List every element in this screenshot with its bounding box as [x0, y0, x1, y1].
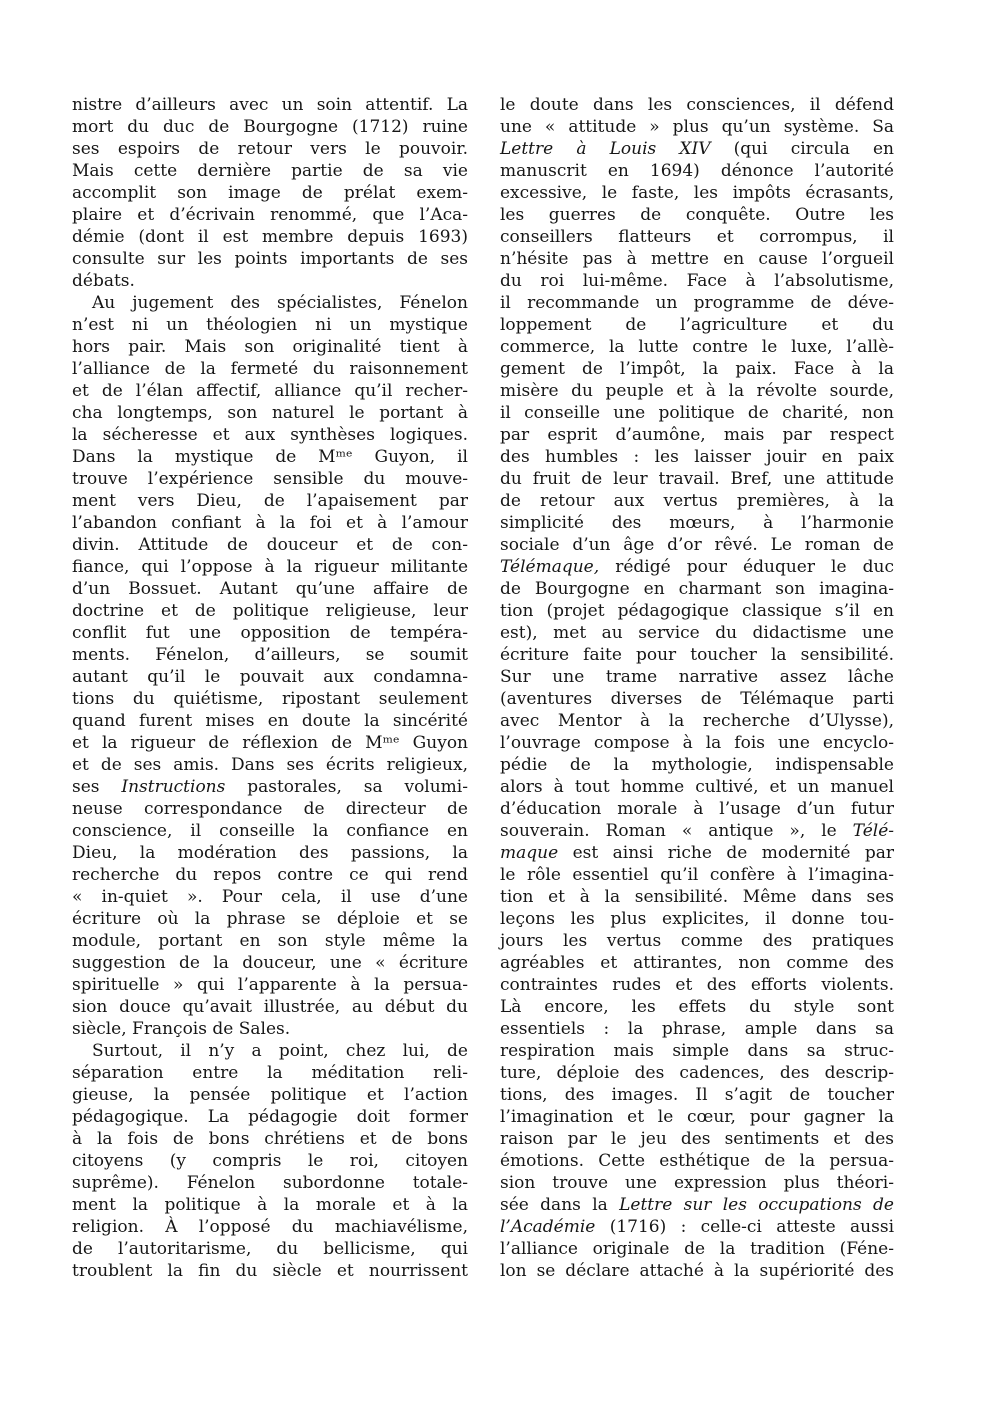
text-run: Dans la mystique de Mᵐᵉ Guyon, il — [72, 447, 468, 467]
text-line — [72, 1260, 468, 1282]
text-line — [72, 380, 468, 402]
text-line — [500, 402, 894, 424]
text-run: conflit fut une opposition de tempéra- — [72, 623, 468, 643]
text-run: ses espoirs de retour vers le pouvoir. — [72, 139, 468, 159]
text-run: « in-quiet ». Pour cela, il use d’une — [72, 887, 468, 907]
text-line — [72, 116, 468, 138]
text-run: l’alliance de la fermeté du raisonnement — [72, 359, 468, 379]
text-line — [72, 226, 468, 248]
text-line — [72, 930, 468, 952]
text-line — [500, 1018, 894, 1040]
text-run: misère du peuple et à la révolte sourde, — [500, 381, 894, 401]
text-line — [72, 358, 468, 380]
italic-title: maque — [500, 843, 559, 863]
text-run: tion et à la sensibilité. Même dans ses — [500, 887, 894, 907]
text-line — [72, 468, 468, 490]
text-run: l’abandon confiant à la foi et à l’amour — [72, 513, 468, 533]
text-run: est ainsi riche de modernité par — [558, 843, 894, 863]
text-line — [72, 424, 468, 446]
text-line — [500, 798, 894, 820]
text-line — [500, 292, 894, 314]
text-run: l’imagination et le cœur, pour gagner la — [500, 1107, 894, 1127]
text-run: pastorales, sa volumi- — [225, 777, 468, 797]
text-line — [500, 886, 894, 908]
text-run: l’alliance originale de la tradition (Féne- — [500, 1239, 894, 1259]
text-line — [72, 974, 468, 996]
text-run: manuscrit en 1694) dénonce l’autorité — [500, 161, 894, 181]
text-line — [72, 1216, 468, 1238]
text-line — [72, 820, 468, 842]
text-run: gieuse, la pensée politique et l’action — [72, 1085, 468, 1105]
text-line — [500, 1150, 894, 1172]
text-line — [500, 358, 894, 380]
text-line — [500, 820, 894, 842]
text-line — [500, 622, 894, 644]
text-line — [72, 1040, 468, 1062]
text-run: alors à tout homme cultivé, et un manuel — [500, 777, 894, 797]
text-run: rédigé pour éduquer le duc — [599, 557, 894, 577]
left-column — [72, 94, 468, 1282]
text-line — [500, 710, 894, 732]
text-run: ses — [72, 777, 122, 797]
text-line — [500, 930, 894, 952]
text-run: essentiels : la phrase, ample dans sa — [500, 1019, 894, 1039]
text-run: fiance, qui l’oppose à la rigueur militante — [72, 557, 468, 577]
text-run: et de ses amis. Dans ses écrits religieux, — [72, 755, 468, 775]
text-line — [72, 754, 468, 776]
text-run: nistre d’ailleurs avec un soin attentif. La — [72, 95, 468, 115]
text-line — [72, 842, 468, 864]
text-run: citoyens (y compris le roi, citoyen — [72, 1151, 468, 1171]
text-run: Dieu, la modération des passions, la — [72, 843, 468, 863]
right-column — [500, 94, 894, 1282]
text-line — [500, 1062, 894, 1084]
text-line — [72, 1172, 468, 1194]
text-run: débats. — [72, 271, 135, 291]
text-line — [500, 776, 894, 798]
text-line — [72, 864, 468, 886]
text-line — [72, 182, 468, 204]
text-run: gement de l’impôt, la paix. Face à la — [500, 359, 894, 379]
italic-title: Instructions — [121, 777, 226, 797]
text-line — [500, 226, 894, 248]
text-run: tion (projet pédagogique classique s’il en — [500, 601, 894, 621]
text-line — [72, 336, 468, 358]
text-line — [72, 292, 468, 314]
text-line — [72, 952, 468, 974]
text-line — [72, 710, 468, 732]
text-line — [500, 974, 894, 996]
text-run: pédagogique. La pédagogie doit former — [72, 1107, 468, 1127]
text-line — [500, 1084, 894, 1106]
text-run: (aventures diverses de Télémaque parti — [500, 689, 894, 709]
text-run: le rôle essentiel qu’il confère à l’imagina- — [500, 865, 894, 885]
text-line — [72, 908, 468, 930]
text-run: mort du duc de Bourgogne (1712) ruine — [72, 117, 468, 137]
text-line — [72, 402, 468, 424]
text-run: doctrine et de politique religieuse, leur — [72, 601, 468, 621]
text-line — [72, 1084, 468, 1106]
text-run: à la fois de bons chrétiens et de bons — [72, 1129, 468, 1149]
text-run: ture, déploie des cadences, des descrip- — [500, 1063, 894, 1083]
text-line — [500, 336, 894, 358]
text-run: loppement de l’agriculture et du — [500, 315, 894, 335]
text-run: n’est ni un théologien ni un mystique — [72, 315, 468, 335]
text-run: tions du quiétisme, ripostant seulement — [72, 689, 468, 709]
text-line — [72, 578, 468, 600]
text-line — [72, 446, 468, 468]
text-run: du roi lui-même. Face à l’absolutisme, — [500, 271, 894, 291]
text-line — [72, 666, 468, 688]
text-run: séparation entre la méditation reli- — [72, 1063, 468, 1083]
text-run: il conseille une politique de charité, non — [500, 403, 894, 423]
text-run: l’ouvrage compose à la fois une encyclo- — [500, 733, 894, 753]
text-line — [72, 556, 468, 578]
text-line — [500, 270, 894, 292]
text-line — [500, 116, 894, 138]
text-run: spirituelle » qui l’apparente à la persua- — [72, 975, 468, 995]
text-run: recherche du repos contre ce qui rend — [72, 865, 468, 885]
text-line — [72, 534, 468, 556]
text-line — [500, 490, 894, 512]
text-line — [500, 1216, 894, 1238]
text-line — [500, 666, 894, 688]
text-run: la sécheresse et aux synthèses logiques. — [72, 425, 468, 445]
text-run: religion. À l’opposé du machiavélisme, — [72, 1217, 468, 1237]
text-line — [500, 600, 894, 622]
text-run: avec Mentor à la recherche d’Ulysse), — [500, 711, 894, 731]
text-run: du fruit de leur travail. Bref, une attitude — [500, 469, 894, 489]
text-line — [72, 798, 468, 820]
text-run: Sur une trame narrative assez lâche — [500, 667, 894, 687]
text-line — [500, 1106, 894, 1128]
text-run: ments. Fénelon, d’ailleurs, se soumit — [72, 645, 468, 665]
text-line — [72, 248, 468, 270]
text-line — [500, 578, 894, 600]
text-line — [500, 446, 894, 468]
text-line — [500, 732, 894, 754]
text-run: siècle, François de Sales. — [72, 1019, 291, 1039]
text-run: une « attitude » plus qu’un système. Sa — [500, 117, 894, 137]
text-line — [500, 314, 894, 336]
text-line — [72, 732, 468, 754]
text-line — [72, 138, 468, 160]
text-line — [500, 1238, 894, 1260]
text-line — [72, 270, 468, 292]
text-run: sion douce qu’avait illustrée, au début du — [72, 997, 468, 1017]
text-run: (qui circula en — [710, 139, 894, 159]
text-line — [500, 842, 894, 864]
text-line — [72, 94, 468, 116]
text-line — [72, 600, 468, 622]
text-run: les guerres de conquête. Outre les — [500, 205, 894, 225]
text-run: écriture où la phrase se déploie et se — [72, 909, 468, 929]
text-run: consulte sur les points importants de ses — [72, 249, 468, 269]
text-line — [500, 512, 894, 534]
text-line — [72, 160, 468, 182]
text-run: pédie de la mythologie, indispensable — [500, 755, 894, 775]
text-line — [72, 1238, 468, 1260]
text-line — [500, 1040, 894, 1062]
text-line — [500, 182, 894, 204]
text-line — [500, 754, 894, 776]
text-run: cha longtemps, son naturel le portant à — [72, 403, 468, 423]
italic-title: Lettre à Louis XIV — [500, 139, 711, 159]
text-line — [72, 644, 468, 666]
text-run: et de l’élan affectif, alliance qu’il recher- — [72, 381, 468, 401]
text-line — [500, 1194, 894, 1216]
text-run: simplicité des mœurs, à l’harmonie — [500, 513, 894, 533]
text-run: suprême). Fénelon subordonne totale- — [72, 1173, 468, 1193]
text-line — [72, 490, 468, 512]
text-line — [500, 908, 894, 930]
text-run: neuse correspondance de directeur de — [72, 799, 468, 819]
text-run: respiration mais simple dans sa struc- — [500, 1041, 894, 1061]
text-run: accomplit son image de prélat exem- — [72, 183, 468, 203]
italic-title: Télé- — [852, 821, 894, 841]
text-run: Mais cette dernière partie de sa vie — [72, 161, 468, 181]
text-line — [72, 1128, 468, 1150]
text-run: de l’autoritarisme, du bellicisme, qui — [72, 1239, 468, 1259]
text-line — [500, 248, 894, 270]
text-run: Au jugement des spécialistes, Fénelon — [92, 293, 468, 313]
text-run: troublent la fin du siècle et nourrissent — [72, 1261, 468, 1281]
text-run: agréables et attirantes, non comme des — [500, 953, 894, 973]
text-line — [72, 1150, 468, 1172]
text-run: trouve l’expérience sensible du mouve- — [72, 469, 468, 489]
text-line — [500, 468, 894, 490]
text-run: jours les vertus comme des pratiques — [500, 931, 894, 951]
text-run: sion trouve une expression plus théori- — [500, 1173, 894, 1193]
text-run: d’un Bossuet. Autant qu’une affaire de — [72, 579, 468, 599]
text-line — [72, 622, 468, 644]
text-run: leçons les plus explicites, il donne tou- — [500, 909, 894, 929]
text-line — [500, 534, 894, 556]
text-run: de Bourgogne en charmant son imagina- — [500, 579, 894, 599]
text-run: est), met au service du didactisme une — [500, 623, 894, 643]
text-line — [500, 424, 894, 446]
text-line — [500, 1128, 894, 1150]
text-line — [72, 314, 468, 336]
text-line — [500, 556, 894, 578]
text-line — [72, 1106, 468, 1128]
text-run: lon se déclare attaché à la supériorité des — [500, 1261, 894, 1281]
text-line — [72, 1062, 468, 1084]
text-run: commerce, la lutte contre le luxe, l’allè- — [500, 337, 894, 357]
text-run: le doute dans les consciences, il défend — [500, 95, 894, 115]
text-line — [72, 204, 468, 226]
text-run: il recommande un programme de déve- — [500, 293, 894, 313]
text-line — [500, 864, 894, 886]
text-run: de retour aux vertus premières, à la — [500, 491, 894, 511]
text-line — [500, 1260, 894, 1282]
text-run: par esprit d’aumône, mais par respect — [500, 425, 894, 445]
text-run: tions, des images. Il s’agit de toucher — [500, 1085, 894, 1105]
text-run: démie (dont il est membre depuis 1693) — [72, 227, 468, 247]
text-line — [500, 204, 894, 226]
text-run: autant qu’il le pouvait aux condamna- — [72, 667, 468, 687]
text-line — [500, 94, 894, 116]
text-line — [72, 1194, 468, 1216]
text-line — [72, 776, 468, 798]
italic-title: Télémaque, — [500, 557, 600, 577]
text-run: divin. Attitude de douceur et de con- — [72, 535, 468, 555]
text-line — [500, 138, 894, 160]
text-run: conscience, il conseille la confiance en — [72, 821, 468, 841]
text-run: plaire et d’écrivain renommé, que l’Aca- — [72, 205, 468, 225]
text-run: hors pair. Mais son originalité tient à — [72, 337, 468, 357]
text-run: ment vers Dieu, de l’apaisement par — [72, 491, 468, 511]
text-line — [72, 512, 468, 534]
text-line — [500, 996, 894, 1018]
text-line — [500, 688, 894, 710]
text-line — [500, 380, 894, 402]
text-run: (1716) : celle-ci atteste aussi — [595, 1217, 894, 1237]
text-line — [500, 160, 894, 182]
text-run: ment la politique à la morale et à la — [72, 1195, 468, 1215]
text-run: émotions. Cette esthétique de la persua- — [500, 1151, 894, 1171]
italic-title: Lettre sur les occupations de — [619, 1195, 894, 1215]
text-line — [72, 1018, 468, 1040]
text-line — [500, 952, 894, 974]
text-run: sociale d’un âge d’or rêvé. Le roman de — [500, 535, 894, 555]
text-run: suggestion de la douceur, une « écriture — [72, 953, 468, 973]
text-run: d’éducation morale à l’usage d’un futur — [500, 799, 894, 819]
text-run: Surtout, il n’y a point, chez lui, de — [92, 1041, 468, 1061]
text-line — [500, 644, 894, 666]
text-run: conseillers flatteurs et corrompus, il — [500, 227, 894, 247]
italic-title: l’Académie — [500, 1217, 596, 1237]
text-run: et la rigueur de réflexion de Mᵐᵉ Guyon — [72, 733, 468, 753]
text-line — [72, 996, 468, 1018]
text-run: sée dans la — [500, 1195, 620, 1215]
text-run: excessive, le faste, les impôts écrasants, — [500, 183, 894, 203]
text-line — [72, 688, 468, 710]
text-line — [500, 1172, 894, 1194]
text-run: des humbles : les laisser jouir en paix — [500, 447, 894, 467]
text-run: n’hésite pas à mettre en cause l’orgueil — [500, 249, 894, 269]
text-run: module, portant en son style même la — [72, 931, 468, 951]
text-run: écriture faite pour toucher la sensibilité. — [500, 645, 894, 665]
text-run: raison par le jeu des sentiments et des — [500, 1129, 894, 1149]
text-run: quand furent mises en doute la sincérité — [72, 711, 468, 731]
text-run: souverain. Roman « antique », le — [500, 821, 853, 841]
text-run: Là encore, les effets du style sont — [500, 997, 894, 1017]
text-line — [72, 886, 468, 908]
text-run: contraintes rudes et des efforts violents. — [500, 975, 894, 995]
